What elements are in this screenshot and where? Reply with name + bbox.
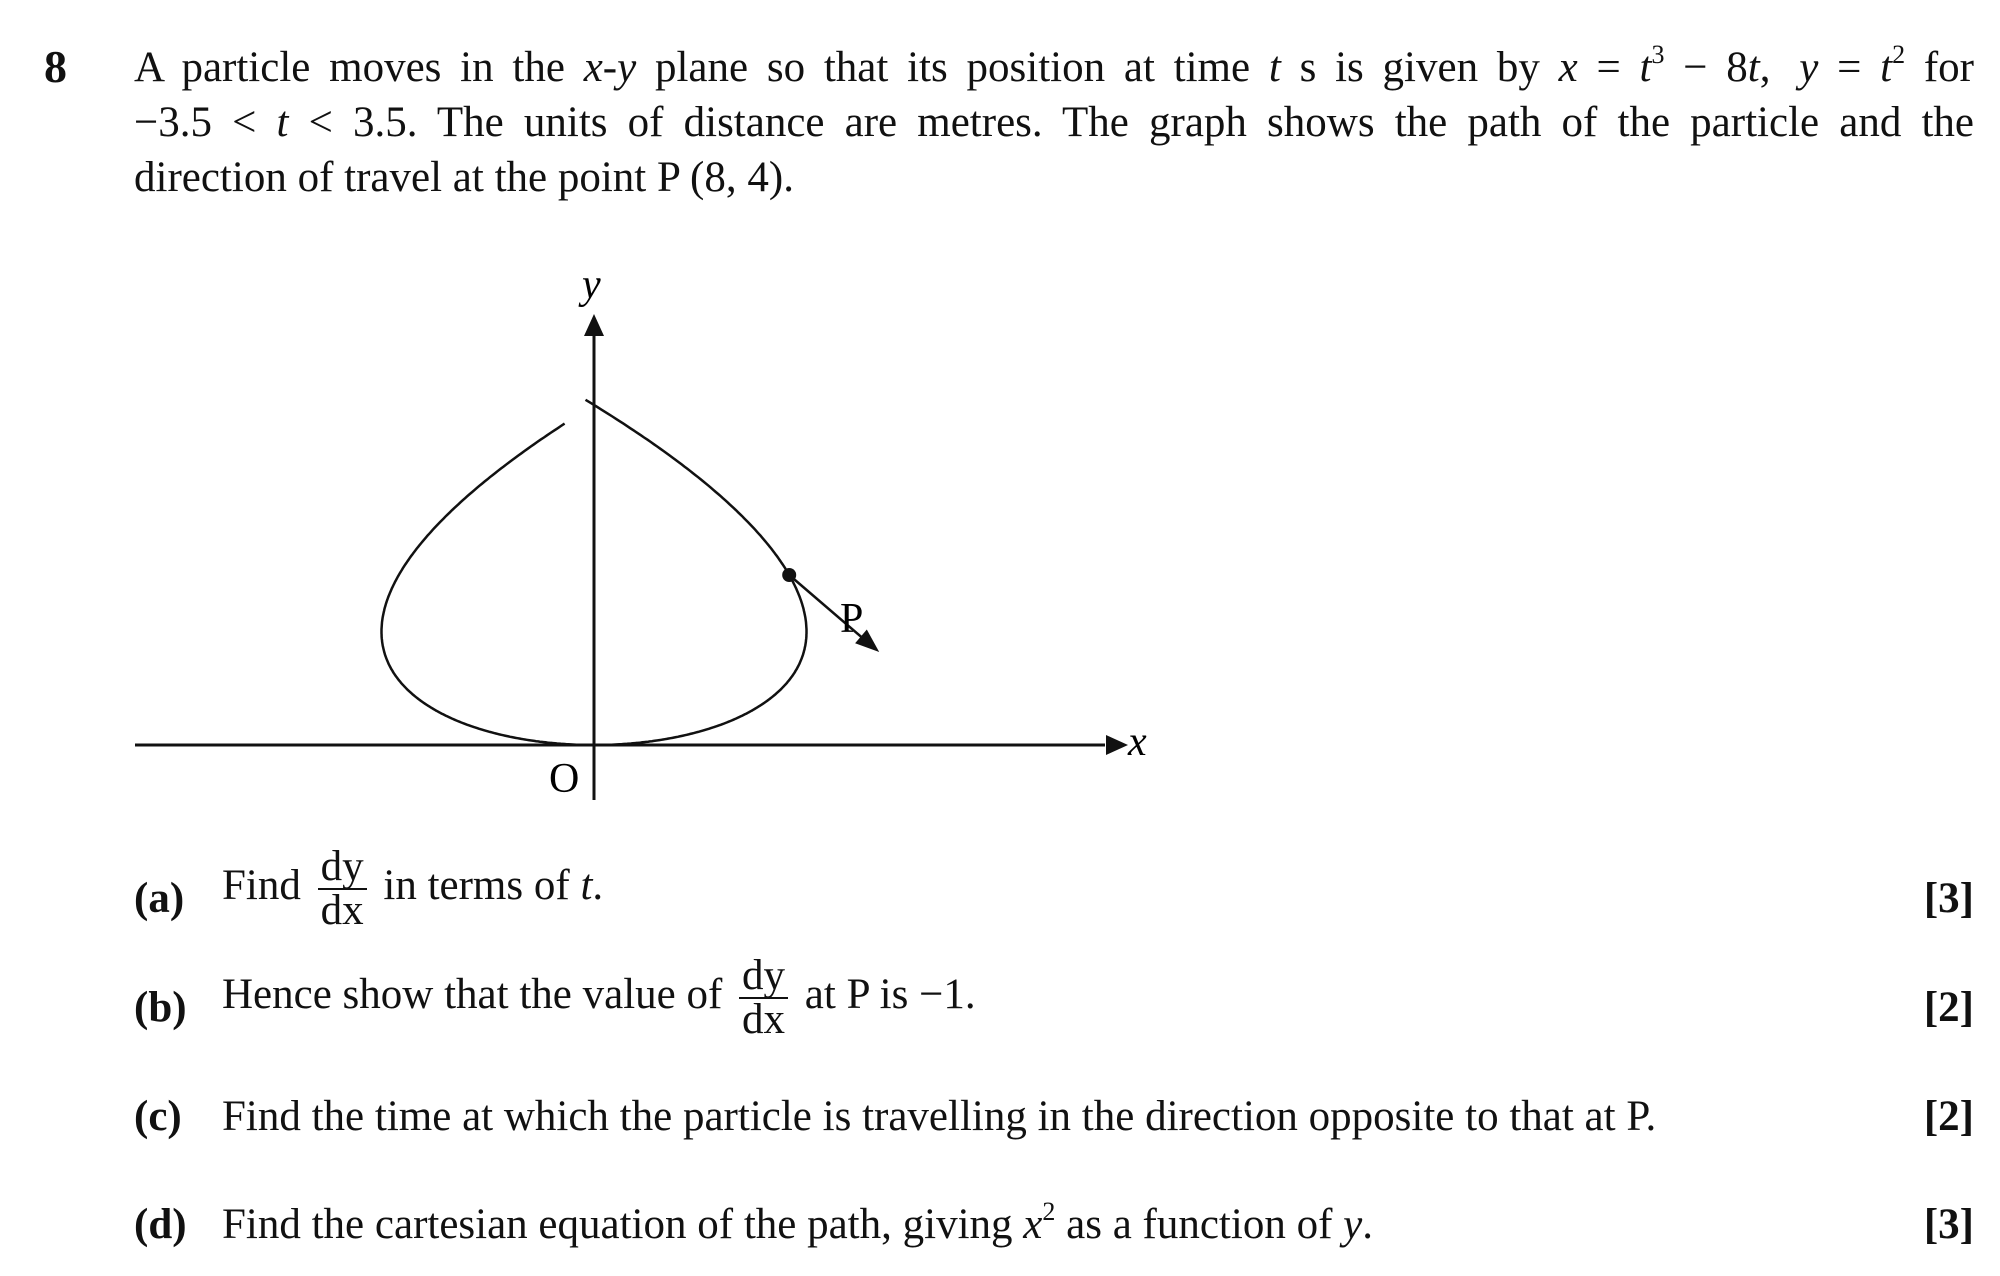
part-d-marks: [3] (1923, 1201, 1974, 1248)
intro-line-1: A particle moves in the x-y plane so that its position at time t s is given by $x = t^3 - 8t$, $y = t^2$ for (134, 40, 1974, 91)
intro-line-2: −3.5 < t < 3.5. The units of distance are metres. The graph shows the path of the particle and the (134, 99, 1974, 146)
x-axis-arrow (1106, 735, 1128, 755)
part-c-label: (c) (134, 1093, 182, 1140)
part-a: (a) Find $\frac{dy}{dx}$ in terms of t. [3] (134, 843, 1974, 934)
part-b-label: (b) (134, 984, 187, 1031)
point-p-marker (782, 568, 796, 582)
part-a-marks: [3] (1923, 875, 1974, 922)
intro-line-3: direction of travel at the point P (8, 4). (134, 154, 794, 201)
point-p-label: P (840, 596, 864, 642)
part-c (134, 1092, 1974, 1152)
part-d-label: (d) (134, 1201, 187, 1248)
question-number: 8 (44, 41, 67, 92)
y-axis-arrow (584, 314, 604, 336)
y-axis-label: y (582, 262, 601, 308)
dy-dx-fraction: $\frac{dy}{dx}$ (318, 846, 367, 932)
part-c-marks: [2] (1923, 1093, 1974, 1140)
part-d (134, 1197, 1974, 1260)
part-c-text: Find the time at which the particle is travelling in the direction opposite to that at P. (222, 1093, 1657, 1140)
part-a-label: (a) (134, 875, 185, 922)
part-d-text: Find the cartesian equation of the path, giving $x^2$ as a function of y. (222, 1197, 1373, 1248)
x-axis-label: x (1128, 719, 1147, 765)
part-b-marks: [2] (1923, 984, 1974, 1031)
origin-label: O (549, 756, 580, 802)
part-b: (b) Hence show that the value of $\frac{dy}{dx}$ at P is −1. [2] (134, 952, 1974, 1043)
dy-dx-fraction: $\frac{dy}{dx}$ (739, 955, 788, 1041)
